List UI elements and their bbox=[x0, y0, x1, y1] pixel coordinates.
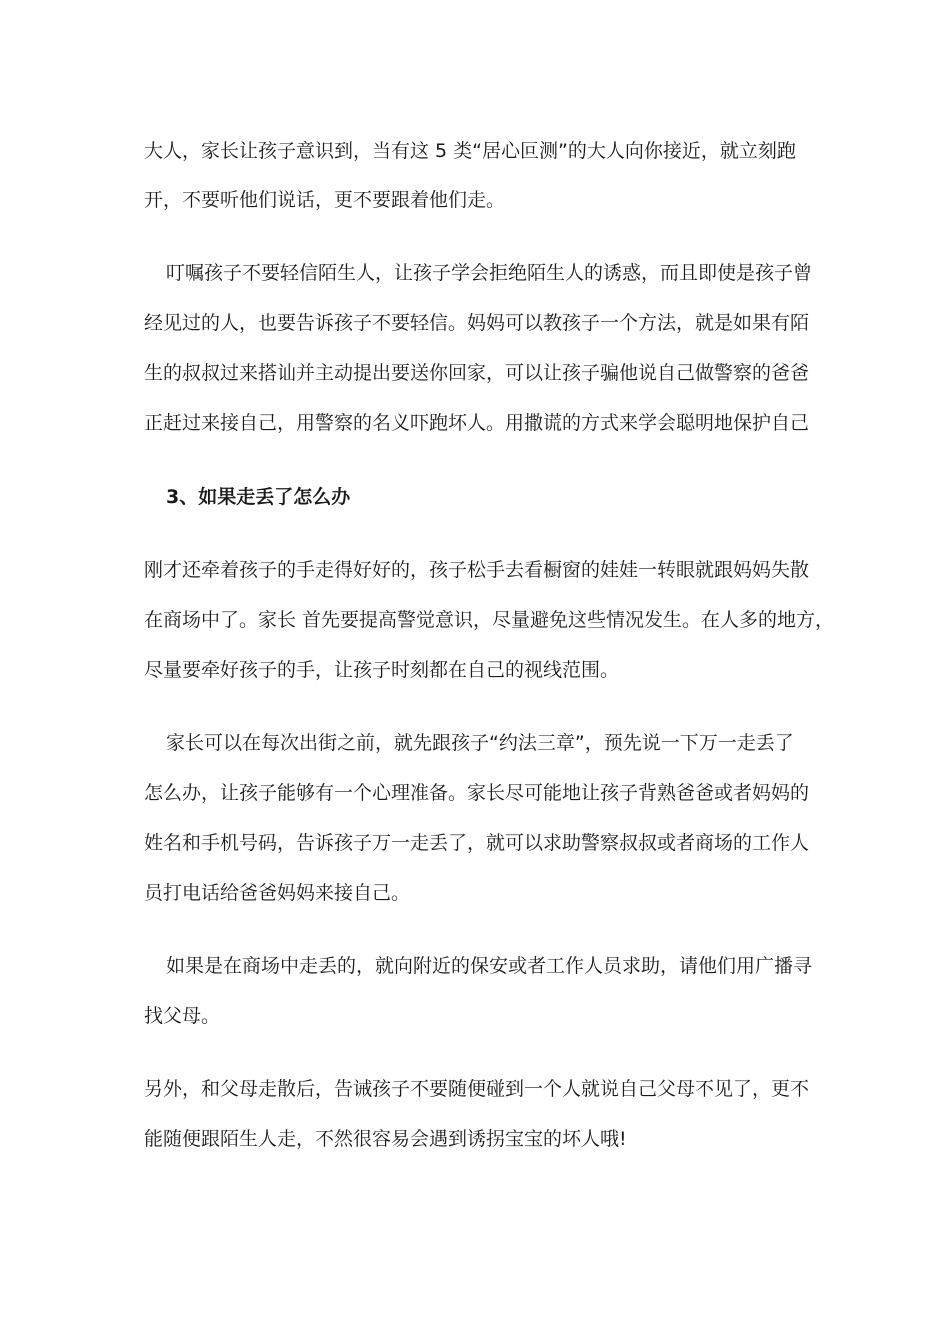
paragraph-line: 叮嘱孩子不要轻信陌生人，让孩子学会拒绝陌生人的诱惑，而且即使是孩子曾 bbox=[166, 262, 813, 284]
paragraph-line: 如果是在商场中走丢的，就向附近的保安或者工作人员求助，请他们用广播寻 bbox=[166, 955, 813, 977]
paragraph-line: 开，不要听他们说话，更不要跟着他们走。 bbox=[144, 189, 506, 211]
paragraph-line: 经见过的人，也要告诉孩子不要轻信。妈妈可以教孩子一个方法，就是如果有陌 bbox=[144, 312, 810, 334]
paragraph-line: 另外，和父母走散后，告诫孩子不要随便碰到一个人就说自己父母不见了，更不 bbox=[144, 1078, 810, 1100]
paragraph-line: 正赶过来接自己，用警察的名义吓跑坏人。用撒谎的方式来学会聪明地保护自己 bbox=[144, 412, 810, 434]
paragraph-line: 姓名和手机号码，告诉孩子万一走丢了，就可以求助警察叔叔或者商场的工作人 bbox=[144, 832, 810, 854]
paragraph-line: 找父母。 bbox=[144, 1005, 221, 1027]
paragraph-line: 怎么办，让孩子能够有一个心理准备。家长尽可能地让孩子背熟爸爸或者妈妈的 bbox=[144, 782, 810, 804]
paragraph-line: 家长可以在每次出街之前，就先跟孩子“约法三章”，预先说一下万一走丢了 bbox=[166, 732, 794, 754]
paragraph-line: 尽量要牵好孩子的手，让孩子时刻都在自己的视线范围。 bbox=[144, 659, 620, 681]
paragraph-line: 刚才还牵着孩子的手走得好好的，孩子松手去看橱窗的娃娃一转眼就跟妈妈失散 bbox=[144, 559, 810, 581]
paragraph-line: 员打电话给爸爸妈妈来接自己。 bbox=[144, 882, 411, 904]
paragraph-line: 在商场中了。家长 首先要提高警觉意识，尽量避免这些情况发生。在人多的地方， bbox=[144, 609, 835, 631]
section-heading: 3、如果走丢了怎么办 bbox=[166, 486, 351, 508]
paragraph-line: 大人，家长让孩子意识到，当有这 5 类“居心叵测”的大人向你接近，就立刻跑 bbox=[144, 140, 796, 162]
paragraph-line: 生的叔叔过来搭讪并主动提出要送你回家，可以让孩子骗他说自己做警察的爸爸 bbox=[144, 362, 810, 384]
paragraph-line: 能随便跟陌生人走，不然很容易会遇到诱拐宝宝的坏人哦! bbox=[144, 1128, 627, 1150]
